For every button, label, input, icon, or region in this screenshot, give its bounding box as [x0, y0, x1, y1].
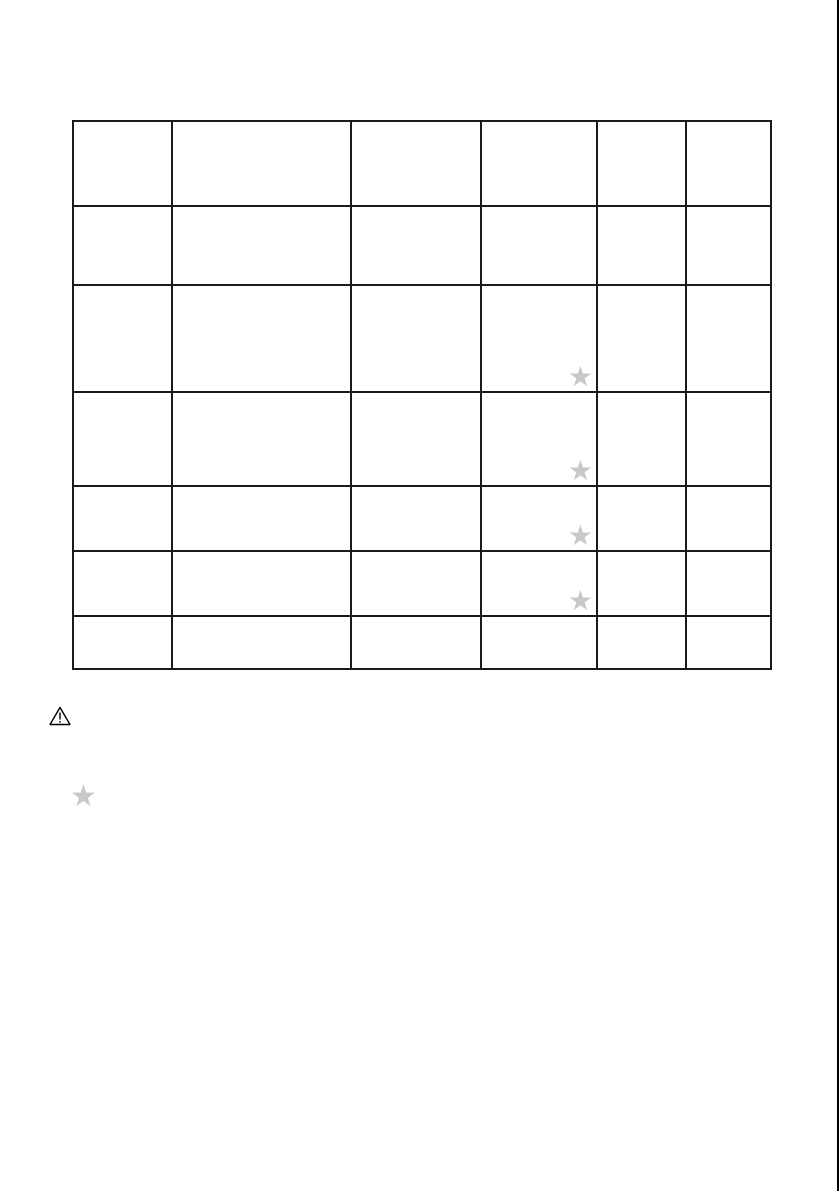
table-cell [73, 285, 172, 392]
table-row [73, 392, 771, 486]
table-header-cell [481, 121, 597, 206]
table-cell [597, 551, 686, 616]
star-icon: ★ [70, 780, 97, 813]
table-header-cell [597, 121, 686, 206]
table-header-cell [172, 121, 351, 206]
table-cell [172, 285, 351, 392]
star-icon: ★ [567, 361, 593, 392]
table-cell [686, 392, 771, 486]
table-cell [686, 206, 771, 285]
table-cell [597, 392, 686, 486]
table-cell [351, 285, 481, 392]
star-icon: ★ [567, 585, 593, 616]
table-cell [686, 285, 771, 392]
star-icon: ★ [567, 455, 593, 486]
table-cell [597, 206, 686, 285]
table-cell [481, 392, 597, 486]
table-cell [172, 486, 351, 551]
table-cell [73, 392, 172, 486]
table-cell [481, 616, 597, 669]
table-row [73, 206, 771, 285]
table-cell [73, 551, 172, 616]
table-cell [73, 206, 172, 285]
table-cell [481, 486, 597, 551]
table-cell [172, 392, 351, 486]
table-cell [172, 616, 351, 669]
table-row [73, 616, 771, 669]
table-cell [597, 285, 686, 392]
table-row [73, 486, 771, 551]
table-cell [73, 616, 172, 669]
table-header-cell [686, 121, 771, 206]
table-header-row [73, 121, 771, 206]
table-cell [481, 206, 597, 285]
table-cell [481, 285, 597, 392]
table-header-cell [73, 121, 172, 206]
table-cell [686, 616, 771, 669]
table-cell [597, 616, 686, 669]
table-row [73, 285, 771, 392]
table-header-cell [351, 121, 481, 206]
table-cell [351, 486, 481, 551]
table-cell [351, 551, 481, 616]
table-cell [351, 392, 481, 486]
table-cell [172, 206, 351, 285]
table-row [73, 551, 771, 616]
star-icon: ★ [567, 520, 593, 551]
table-cell [597, 486, 686, 551]
data-table [72, 120, 772, 670]
table-cell [686, 486, 771, 551]
table-cell [686, 551, 771, 616]
warning-triangle-icon [49, 706, 71, 726]
table-cell [172, 551, 351, 616]
table-cell [481, 551, 597, 616]
table-cell [351, 616, 481, 669]
table-cell [73, 486, 172, 551]
table-cell [351, 206, 481, 285]
